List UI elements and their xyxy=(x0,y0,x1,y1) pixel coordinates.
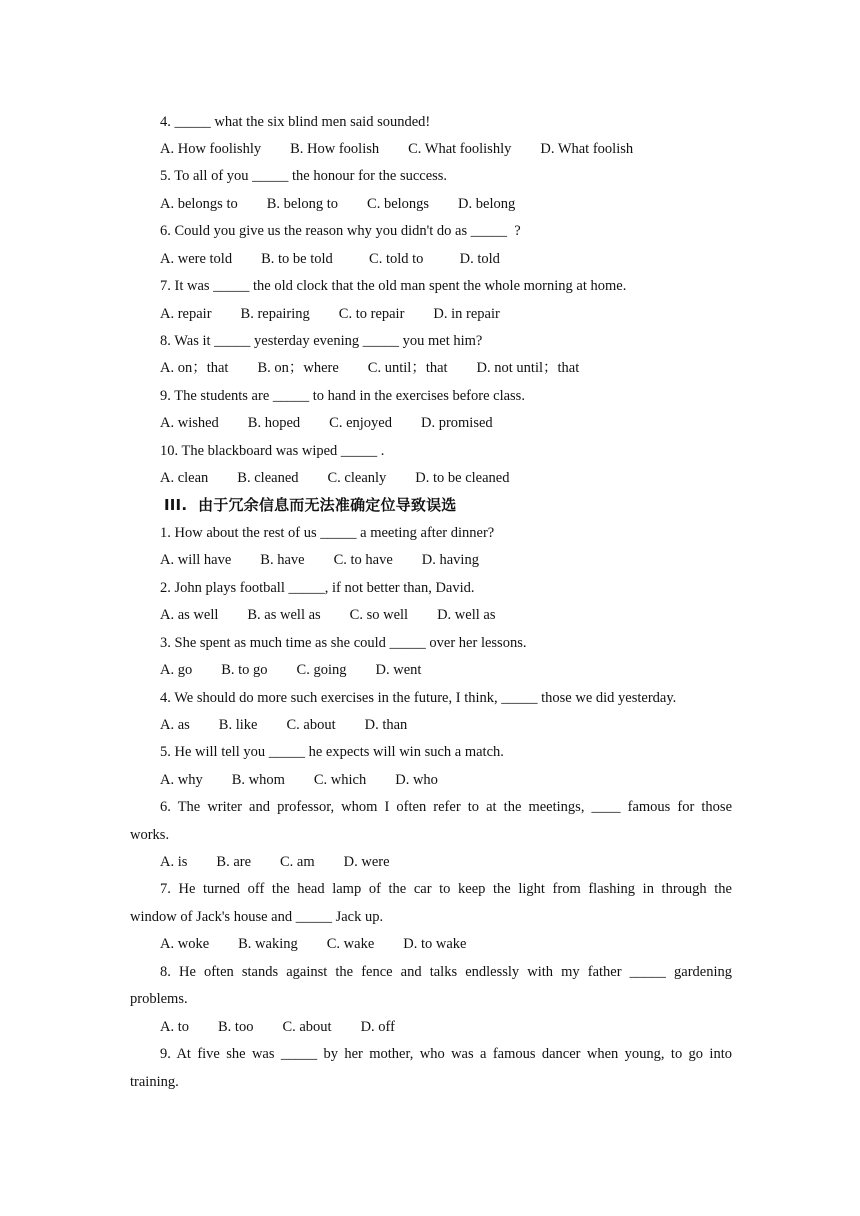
section3-question-2-options: A. as well B. as well as C. so well D. well as xyxy=(160,607,496,623)
section3-question-6-continued: works. xyxy=(130,827,170,843)
question-8-options: A. on；that B. on；where C. until；that D. not until；that xyxy=(160,360,580,376)
question-5: 5. To all of you _____ the honour for the success. xyxy=(160,168,448,184)
question-7-options: A. repair B. repairing C. to repair D. in repair xyxy=(160,306,500,322)
section3-question-1: 1. How about the rest of us _____ a meeting after dinner? xyxy=(160,525,495,541)
section3-question-4-options: A. as B. like C. about D. than xyxy=(160,717,408,733)
question-10: 10. The blackboard was wiped _____ . xyxy=(160,443,385,459)
section3-question-7: 7. He turned off the head lamp of the car to keep the light from flashing in through the xyxy=(160,881,732,897)
question-9: 9. The students are _____ to hand in the exercises before class. xyxy=(160,388,525,404)
section3-question-8-options: A. to B. too C. about D. off xyxy=(160,1019,395,1035)
section3-question-5-options: A. why B. whom C. which D. who xyxy=(160,772,438,788)
section3-question-1-options: A. will have B. have C. to have D. having xyxy=(160,552,479,568)
question-4: 4. _____ what the six blind men said sounded! xyxy=(160,114,431,130)
section3-question-8-continued: problems. xyxy=(130,991,188,1007)
section3-question-9-continued: training. xyxy=(130,1074,179,1090)
section3-question-9: 9. At five she was _____ by her mother, who was a famous dancer when young, to go into xyxy=(160,1046,732,1062)
section3-question-3: 3. She spent as much time as she could _____ over her lessons. xyxy=(160,635,527,651)
section3-question-8: 8. He often stands against the fence and talks endlessly with my father _____ gardening xyxy=(160,964,732,980)
question-7: 7. It was _____ the old clock that the old man spent the whole morning at home. xyxy=(160,278,627,294)
question-10-options: A. clean B. cleaned C. cleanly D. to be cleaned xyxy=(160,470,510,486)
section3-question-2: 2. John plays football _____, if not better than, David. xyxy=(160,580,475,596)
section3-question-6: 6. The writer and professor, whom I often refer to at the meetings, ____ famous for those xyxy=(160,799,732,815)
question-9-options: A. wished B. hoped C. enjoyed D. promised xyxy=(160,415,493,431)
question-4-options: A. How foolishly B. How foolish C. What foolishly D. What foolish xyxy=(160,141,634,157)
question-5-options: A. belongs to B. belong to C. belongs D. belong xyxy=(160,196,516,212)
section3-question-7-options: A. woke B. waking C. wake D. to wake xyxy=(160,936,467,952)
section-heading: III. 由于冗余信息而无法准确定位导致误选 xyxy=(164,496,457,514)
section3-question-3-options: A. go B. to go C. going D. went xyxy=(160,662,422,678)
question-6: 6. Could you give us the reason why you didn't do as _____ ? xyxy=(160,223,521,239)
section3-question-7-continued: window of Jack's house and _____ Jack up. xyxy=(130,909,384,925)
section3-question-5: 5. He will tell you _____ he expects will win such a match. xyxy=(160,744,504,760)
question-6-options: A. were told B. to be told C. told to D. told xyxy=(160,251,500,267)
section3-question-4: 4. We should do more such exercises in the future, I think, _____ those we did yesterday. xyxy=(160,690,677,706)
section3-question-6-options: A. is B. are C. am D. were xyxy=(160,854,390,870)
question-8: 8. Was it _____ yesterday evening _____ you met him? xyxy=(160,333,483,349)
